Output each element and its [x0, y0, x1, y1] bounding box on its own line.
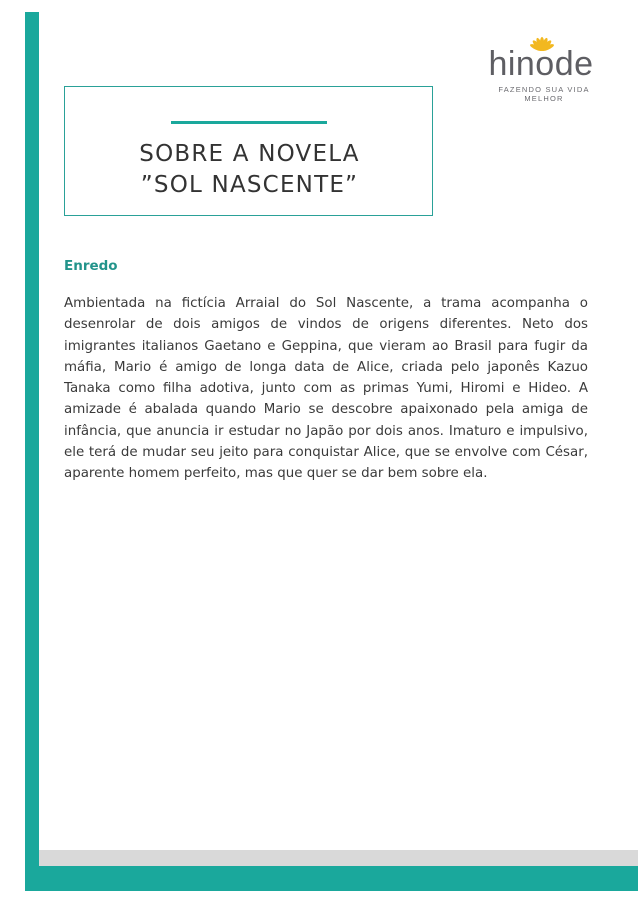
brand-tagline: FAZENDO SUA VIDA MELHOR: [498, 85, 590, 103]
footer-accent-bar: [25, 866, 638, 891]
brand-name: hinode: [488, 45, 594, 83]
title-decoration-line: [171, 121, 327, 124]
left-accent-bar: [25, 12, 39, 891]
hinode-logo: [476, 28, 608, 102]
section-body: Ambientada na fictícia Arraial do Sol Nascente, a trama acompanha o desenrolar de dois amigos de vindos de origens diferentes. Neto dos imigrantes italianos Gaetano e Geppina, que vieram ao Brasil para fugir da máfia, Mario é amigo de longa data de Alice, criada pelo japonês Kazuo Tanaka como filha adotiva, junto com as primas Yumi, Hiromi e Hideo. A amizade é abalada quando Mario se descobre apaixonado pela amiga de infância, que anuncia ir estudar no Japão por dois anos. Imaturo e impulsivo, ele terá de mudar seu jeito para conquistar Alice, que se envolve com César, aparente homem perfeito, mas que quer se dar bem sobre ela.: [64, 296, 588, 482]
title-line-1: SOBRE A NOVELA: [139, 141, 360, 167]
section-heading: Enredo: [64, 258, 118, 274]
title-box: [64, 86, 433, 216]
title-line-2: ”SOL NASCENTE”: [140, 172, 359, 198]
page-title: [65, 139, 434, 201]
footer-gray-strip: [39, 850, 638, 866]
